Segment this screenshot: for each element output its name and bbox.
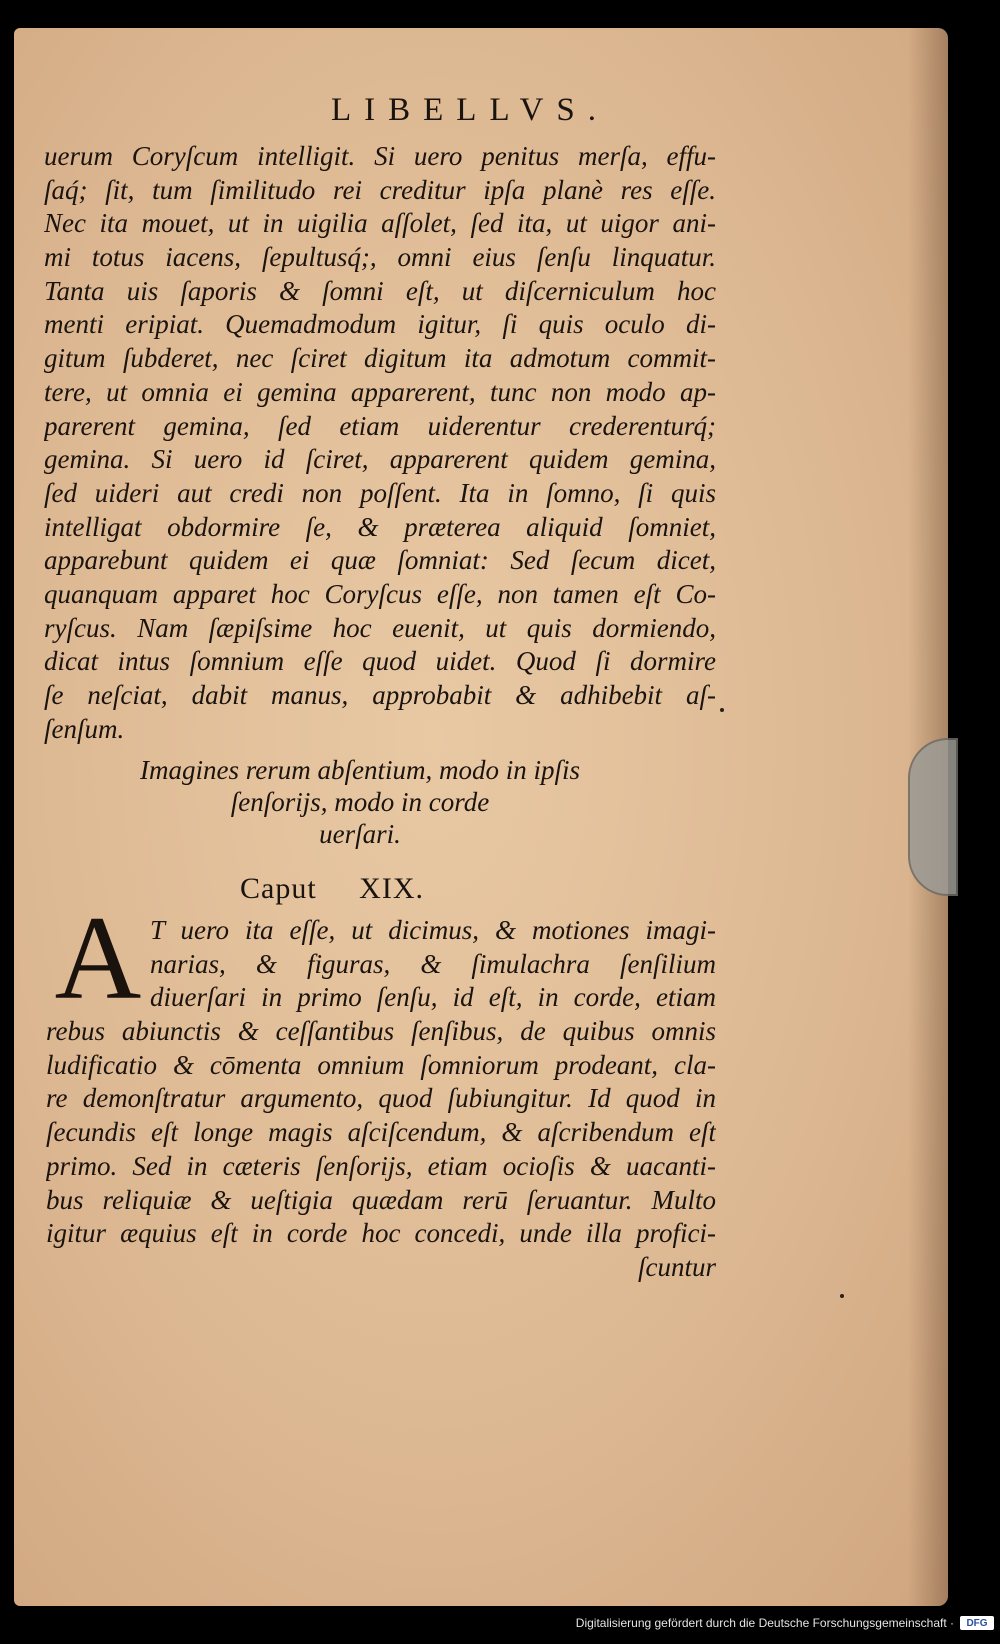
chapter-label: Caput [240,872,317,905]
text-line: diuerſari in primo ſenſu, id eſt, in corde, etiam [150,982,716,1013]
section-heading-line: Imagines rerum abſentium, modo in ipſis [140,755,580,785]
ink-speck [840,1294,844,1298]
text-line: ſecundis eſt longe magis aſciſcendum, & aſcribendum eſt [46,1117,716,1148]
digitization-footer [576,1612,994,1634]
text-line: ſed uideri aut credi non poſſent. Ita in ſomno, ſi quis [44,477,716,508]
text-line: ludificatio & cōmenta omnium ſomniorum prodeant, cla- [46,1049,716,1080]
text-line: igitur æquius eſt in corde hoc concedi, unde illa profici- [46,1218,716,1249]
running-title: LIBELLVS. [330,92,610,128]
text-line: mi totus iacens, ſepultusq́;, omni eius ſenſu linquatur. [44,242,716,273]
text-line: gemina. Si uero id ſciret, apparerent quidem gemina, [44,444,716,475]
text-line: menti eripiat. Quemadmodum igitur, ſi quis oculo di- [44,309,716,340]
text-line: apparebunt quidem ei quæ ſomniat: Sed ſecum dicet, [44,545,716,576]
chapter-number: XIX. [359,872,424,905]
drop-capital: A [54,891,142,1024]
ink-speck [720,708,724,712]
section-heading-line: ſenſorijs, modo in corde [230,787,490,817]
text-line: intelligat obdormire ſe, & præterea aliquid ſomniet, [44,511,716,542]
text-line: bus reliquiæ & ueſtigia quædam rerū ſeruantur. Multo [46,1184,716,1215]
funding-note: Digitalisierung gefördert durch die Deutsche Forschungsgemeinschaft · [575,1616,954,1630]
text-line: quanquam apparet hoc Coryſcus eſſe, non tamen eſt Co- [44,578,716,609]
text-line: T uero ita eſſe, ut dicimus, & motiones imagi- [150,915,716,945]
text-line: rebus abiunctis & ceſſantibus ſenſibus, de quibus omnis [46,1016,716,1047]
text-line: narias, & figuras, & ſimulachra ſenſilium [150,948,716,979]
text-line: ſenſum. [44,713,125,744]
text-line: tere, ut omnia ei gemina apparerent, tunc non modo ap- [44,376,716,407]
text-line: ryſcus. Nam ſæpiſsime hoc euenit, ut quis dormiendo, [44,612,716,643]
chapter-heading [240,872,540,906]
catchword: ſcuntur [638,1251,716,1282]
text-line: Tanta uis ſaporis & ſomni eſt, ut diſcerniculum hoc [44,275,716,306]
text-line: parerent gemina, ſed etiam uiderentur crederenturq́; [44,410,716,441]
text-line: gitum ſubderet, nec ſciret digitum ita admotum commit- [44,343,716,374]
text-line: ſe neſciat, dabit manus, approbabit & adhibebit aſ- [44,680,716,710]
section-heading-line: uerſari. [319,819,401,849]
dfg-logo: DFG [960,1616,994,1630]
text-line: uerum Coryſcum intelligit. Si uero penitus merſa, effu- [44,141,716,171]
paragraph-1 [44,140,716,746]
text-line: ſaq́; ſit, tum ſimilitudo rei creditur ipſa planè res eſſe. [44,174,716,205]
text-line: primo. Sed in cæteris ſenſorijs, etiam ocioſis & uacanti- [46,1150,716,1181]
paragraph-2 [46,914,716,1285]
text-line: dicat intus ſomnium eſſe quod uidet. Quod ſi dormire [44,646,716,677]
text-line: re demonſtratur argumento, quod ſubiungitur. Id quod in [46,1083,716,1114]
text-line: Nec ita mouet, ut in uigilia aſſolet, ſed ita, ut uigor ani- [44,208,716,239]
page-marker-tab [908,738,958,896]
